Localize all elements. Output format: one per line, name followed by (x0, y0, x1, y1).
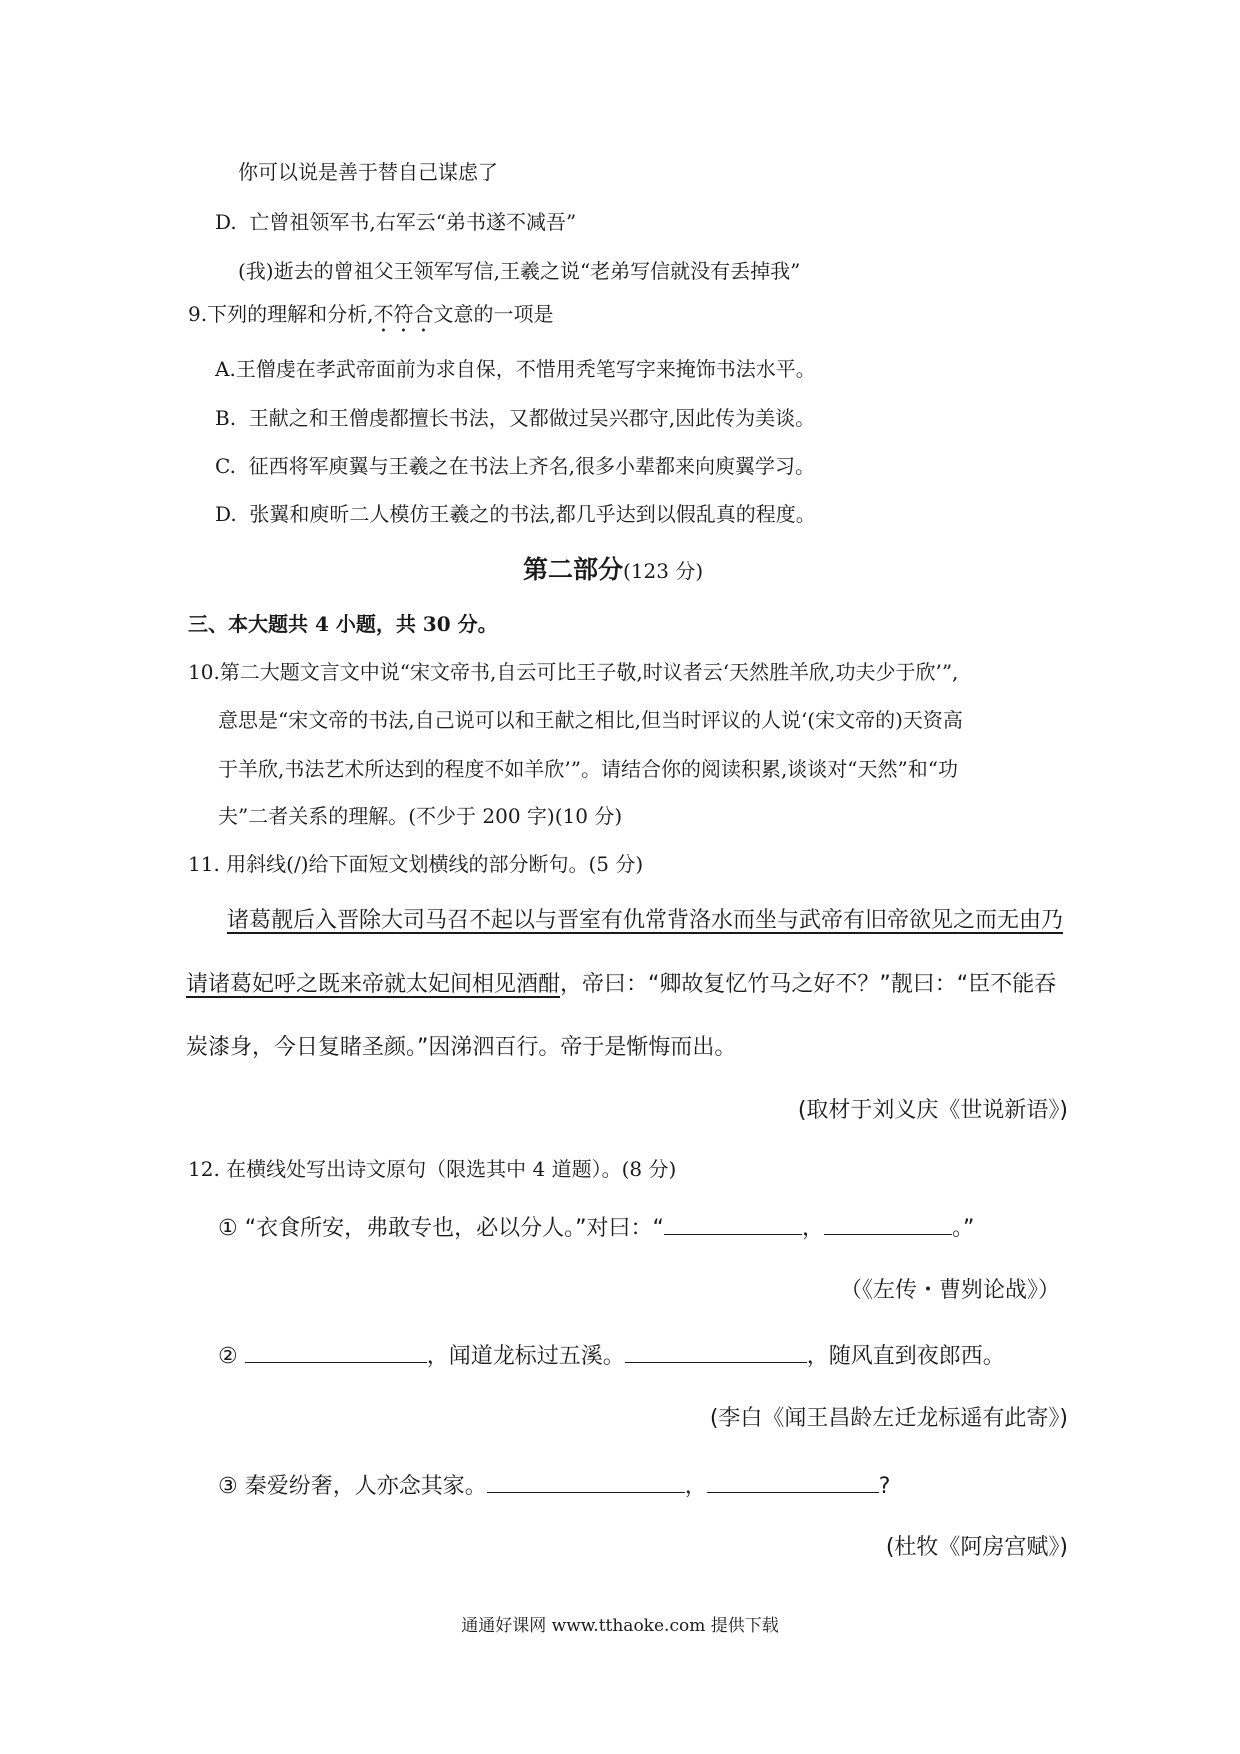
q10-line: 10.第二大题文言文中说“宋文帝书,自云可比王子敬,时议者云‘天然胜羊欣,功夫少于欣’”, (188, 660, 959, 684)
q9-option-b: B. 王献之和王僧虔都擅长书法，又都做过吴兴郡守,因此传为美谈。 (215, 406, 816, 430)
answer-blank[interactable] (625, 1340, 807, 1363)
q11-passage-line: 请诸葛妃呼之既来帝就太妃间相见酒酣，帝曰：“卿故复忆竹马之好不？”靓曰：“臣不能吞 (186, 972, 1057, 997)
q8-option-d (215, 208, 576, 236)
q9-option-c: C. 征西将军庾翼与王羲之在书法上齐名,很多小辈都来向庾翼学习。 (215, 454, 816, 478)
q12-stem: 12. 在横线处写出诗文原句（限选其中 4 道题）。(8 分) (188, 1157, 677, 1181)
answer-blank[interactable] (487, 1470, 685, 1493)
q12-item-3-source: (杜牧《阿房宫赋》) (885, 1535, 1068, 1560)
q9-option-d: D. 张翼和庾昕二人模仿王羲之的书法,都几乎达到以假乱真的程度。 (215, 502, 816, 526)
option-text: 亡曾祖领军书,右军云“弟书遂不减吾” (249, 210, 577, 234)
q11-passage-line: 炭漆身，今日复睹圣颜。”因涕泗百行。帝于是惭悔而出。 (186, 1035, 737, 1060)
section-heading: 三、本大题共 4 小题，共 30 分。 (188, 612, 498, 636)
q10-line: 意思是“宋文帝的书法,自己说可以和王献之相比,但当时评议的人说‘(宋文帝的)天资高 (218, 708, 963, 732)
q12-item-2: ② ，闻道龙标过五溪。 ，随风直到夜郎西。 (218, 1340, 1005, 1372)
underlined-text: 诸葛靓后入晋除大司马召不起以与晋室有仇常背洛水而坐与武帝有旧帝欲见之而无由乃 (227, 908, 1064, 933)
q10-line: 于羊欣,书法艺术所达到的程度不如羊欣’”。请结合你的阅读积累,谈谈对“天然”和“功 (218, 757, 958, 781)
q12-item-1: ① “衣食所安，弗敢专也，必以分人。”对曰：“ ， 。” (218, 1212, 974, 1244)
q12-item-1-source: （《左传・曹刿论战》） (839, 1278, 1060, 1303)
page-footer: 通通好课网 www.tthaoke.com 提供下载 (461, 1616, 779, 1636)
q11-stem: 11. 用斜线(/)给下面短文划横线的部分断句。(5 分) (188, 852, 644, 876)
answer-blank[interactable] (664, 1212, 802, 1235)
option-letter: D. (215, 210, 237, 234)
q12-item-3: ③ 秦爱纷奢，人亦念其家。 ， ? (218, 1470, 890, 1502)
part-score: (123 分) (623, 559, 704, 583)
answer-blank[interactable] (707, 1470, 879, 1493)
answer-blank[interactable] (824, 1212, 952, 1235)
q11-source: (取材于刘义庆《世说新语》) (797, 1098, 1068, 1123)
underlined-text: 请诸葛妃呼之既来帝就太妃间相见酒酣 (186, 972, 561, 997)
q9-option-a: A.王僧虔在孝武帝面前为求自保，不惜用秃笔写字来掩饰书法水平。 (215, 357, 816, 381)
q8-d-translation: (我)逝去的曾祖父王领军写信,王羲之说“老弟写信就没有丢掉我” (238, 259, 801, 283)
q9-stem: 9.下列的理解和分析,不符合文意的一项是 (188, 302, 554, 326)
emphasis-text: 不符合 (373, 302, 434, 326)
answer-blank[interactable] (245, 1340, 427, 1363)
part-two-heading (523, 553, 703, 588)
q10-line: 夫”二者关系的理解。(不少于 200 字)(10 分) (218, 804, 623, 828)
q11-passage-line (227, 906, 1063, 936)
part-title: 第二部分 (523, 555, 624, 584)
q8-c-translation: 你可以说是善于替自己谋虑了 (238, 160, 498, 184)
q12-item-2-source: (李白《闻王昌龄左迁龙标遥有此寄》) (709, 1406, 1068, 1431)
